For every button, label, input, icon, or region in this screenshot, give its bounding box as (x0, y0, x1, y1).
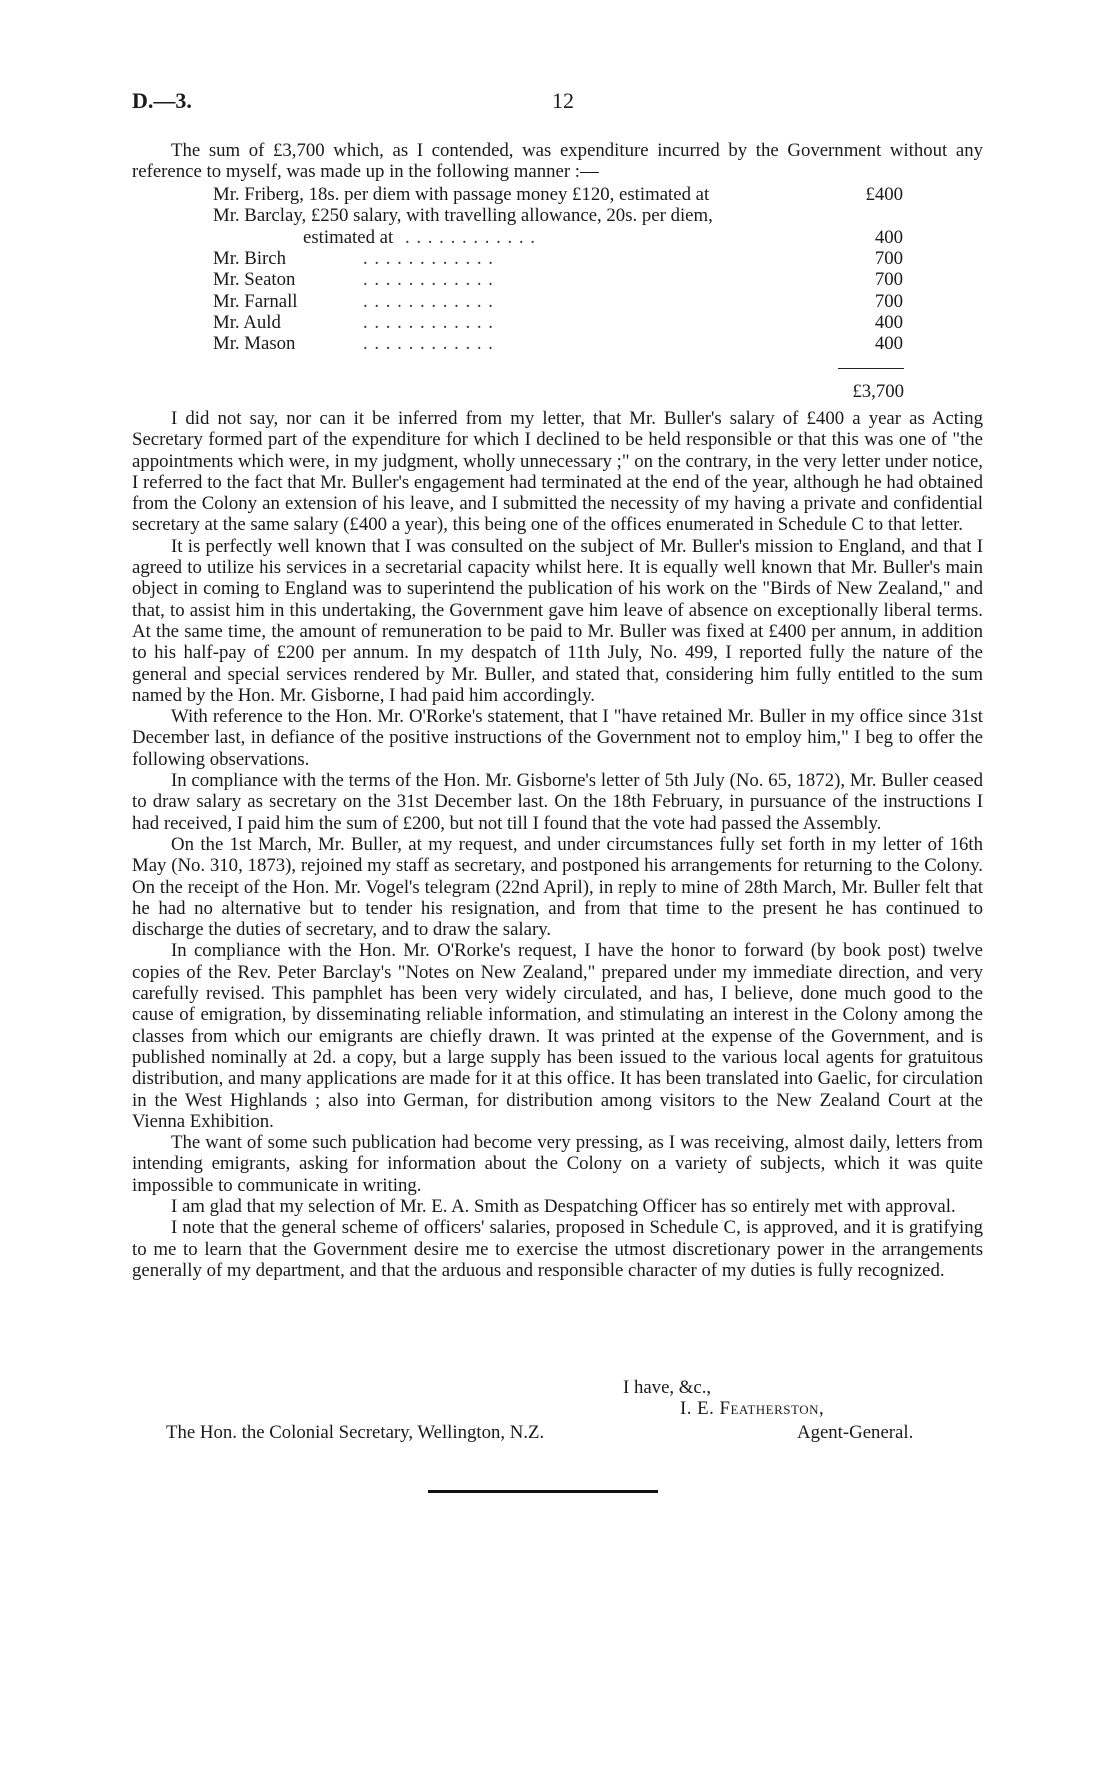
closing-salutation: I have, &c., (623, 1377, 712, 1398)
dot-leader: . . . . . . . . . . . . (405, 227, 536, 248)
dot-leader: . . . . . . . . . . . . (363, 291, 494, 312)
ledger-row (213, 333, 903, 355)
ledger-item-name: Mr. Farnall (213, 291, 298, 312)
dot-leader: . . . . . . . . . . . . (363, 248, 494, 269)
ledger-item-name: Mr. Friberg, 18s. per diem with passage money £120, estimated at (213, 184, 710, 205)
addressee: The Hon. the Colonial Secretary, Wellington, N.Z. (166, 1422, 545, 1443)
dot-leader: . . . . . . . . . . . . (363, 269, 494, 290)
ledger-item-name: Mr. Birch (213, 248, 287, 269)
ledger-item-name: Mr. Seaton (213, 269, 296, 290)
body-paragraph: With reference to the Hon. Mr. O'Rorke's statement, that I "have retained Mr. Buller in my office since 31st December last, in defiance of the positive instructions of the Government not to employ him," I beg to offer the following observations. (132, 706, 983, 770)
ledger-item-amount: 700 (874, 248, 903, 269)
ledger-item-name: Mr. Mason (213, 333, 296, 354)
ledger-item-amount: 400 (874, 227, 903, 248)
body-paragraph: It is perfectly well known that I was consulted on the subject of Mr. Buller's mission to England, and that I agreed to utilize his services in a secretarial capacity whilst here. It is equally well known that Mr. Buller's main object in coming to England was to superintend the publication of his work on the "Birds of New Zealand," and that, to assist him in this undertaking, the Government gave him leave of absence on exceptionally liberal terms. At the same time, the amount of remuneration to be paid to Mr. Buller was fixed at £400 per annum, in addition to his half-pay of £200 per annum. In my despatch of 11th July, No. 499, I reported fully the nature of the general and special services rendered by Mr. Buller, and stated that, considering him fully entitled to the sum named by the Hon. Mr. Gisborne, I had paid him accordingly. (132, 535, 983, 706)
body-paragraph: On the 1st March, Mr. Buller, at my request, and under circumstances fully set forth in my letter of 16th May (No. 310, 1873), rejoined my staff as secretary, and postponed his arrangements for returning to the Colony. On the receipt of the Hon. Mr. Vogel's telegram (22nd April), in reply to mine of 28th March, Mr. Buller felt that he had no alternative but to tender his resignation, and from that time to the present he has continued to discharge the duties of secretary, and to draw the salary. (132, 833, 983, 941)
ledger-row (213, 248, 903, 270)
ledger-row (213, 227, 903, 249)
body-paragraph: In compliance with the terms of the Hon. Mr. Gisborne's letter of 5th July (No. 65, 1872), Mr. Buller ceased to draw salary as secretary on the 31st December last. On the 18th February, in pursuance of the instructions I had received, I paid him the sum of £200, but not till I found that the vote had passed the Assembly. (132, 770, 983, 834)
intro-paragraph (132, 140, 983, 183)
intro-text: The sum of £3,700 which, as I contended, was expenditure incurred by the Government without any reference to myself, was made up in the following manner :— (132, 140, 983, 183)
ledger-row (213, 269, 903, 291)
signer-name: I. E. Featherston, (680, 1398, 825, 1419)
ledger-item-amount: 400 (874, 312, 903, 333)
ledger-row (213, 205, 903, 227)
end-rule (428, 1490, 658, 1493)
ledger-item-amount: £400 (865, 184, 903, 205)
body-paragraph: The want of some such publication had become very pressing, as I was receiving, almost daily, letters from intending emigrants, asking for information about the Colony on a variety of subjects, which it was quite impossible to communicate in writing. (132, 1132, 983, 1196)
total-rule (838, 368, 904, 369)
ledger-item-name: estimated at (303, 227, 394, 248)
page-number: 12 (552, 88, 574, 113)
body-paragraph: In compliance with the Hon. Mr. O'Rorke's request, I have the honor to forward (by book post) twelve copies of the Rev. Peter Barclay's "Notes on New Zealand," prepared under my immediate direction, and very carefully revised. This pamphlet has been very widely circulated, and has, I believe, done much good to the cause of emigration, by disseminating reliable information, and stimulating an interest in the Colony among the classes from which our emigrants are chiefly drawn. It was printed at the expense of the Government, and is published nominally at 2d. a copy, but a large supply has been issued to the various local agents for gratuitous distribution, and many applications are made for it at this office. It has been translated into Gaelic, for circulation in the West Highlands ; also into German, for distribution among visitors to the New Zealand Court at the Vienna Exhibition. (132, 940, 983, 1132)
ledger-row (213, 312, 903, 334)
body-paragraph: I am glad that my selection of Mr. E. A. Smith as Despatching Officer has so entirely met with approval. (171, 1195, 956, 1217)
ledger-total: £3,700 (852, 381, 904, 402)
signer-title: Agent-General. (797, 1422, 914, 1443)
ledger-row (213, 291, 903, 313)
dot-leader: . . . . . . . . . . . . (363, 333, 494, 354)
document-reference: D.—3. (132, 88, 192, 113)
body-paragraph: I did not say, nor can it be inferred from my letter, that Mr. Buller's salary of £400 a year as Acting Secretary formed part of the expenditure for which I declined to be held responsible or that this was one of "the appointments which were, in my judgment, wholly unnecessary ;" on the contrary, in the very letter under notice, I referred to the fact that Mr. Buller's engagement had terminated at the end of the year, although he had obtained from the Colony an extension of his leave, and I submitted the necessity of my having a private and confidential secretary at the same salary (£400 a year), this being one of the offices enumerated in Schedule C to that letter. (132, 408, 983, 536)
ledger-item-amount: 700 (874, 291, 903, 312)
letter-body (132, 408, 983, 1281)
dot-leader: . . . . . . . . . . . . (363, 312, 494, 333)
ledger-item-amount: 700 (874, 269, 903, 290)
body-paragraph: I note that the general scheme of officers' salaries, proposed in Schedule C, is approved, and it is gratifying to me to learn that the Government desire me to exercise the utmost discretionary power in the arrangements generally of my department, and that the arduous and responsible character of my duties is fully recognized. (132, 1217, 983, 1281)
ledger-row (213, 184, 903, 206)
ledger-item-amount: 400 (874, 333, 903, 354)
ledger-item-name: Mr. Auld (213, 312, 281, 333)
ledger-item-name: Mr. Barclay, £250 salary, with travelling allowance, 20s. per diem, (213, 205, 713, 226)
